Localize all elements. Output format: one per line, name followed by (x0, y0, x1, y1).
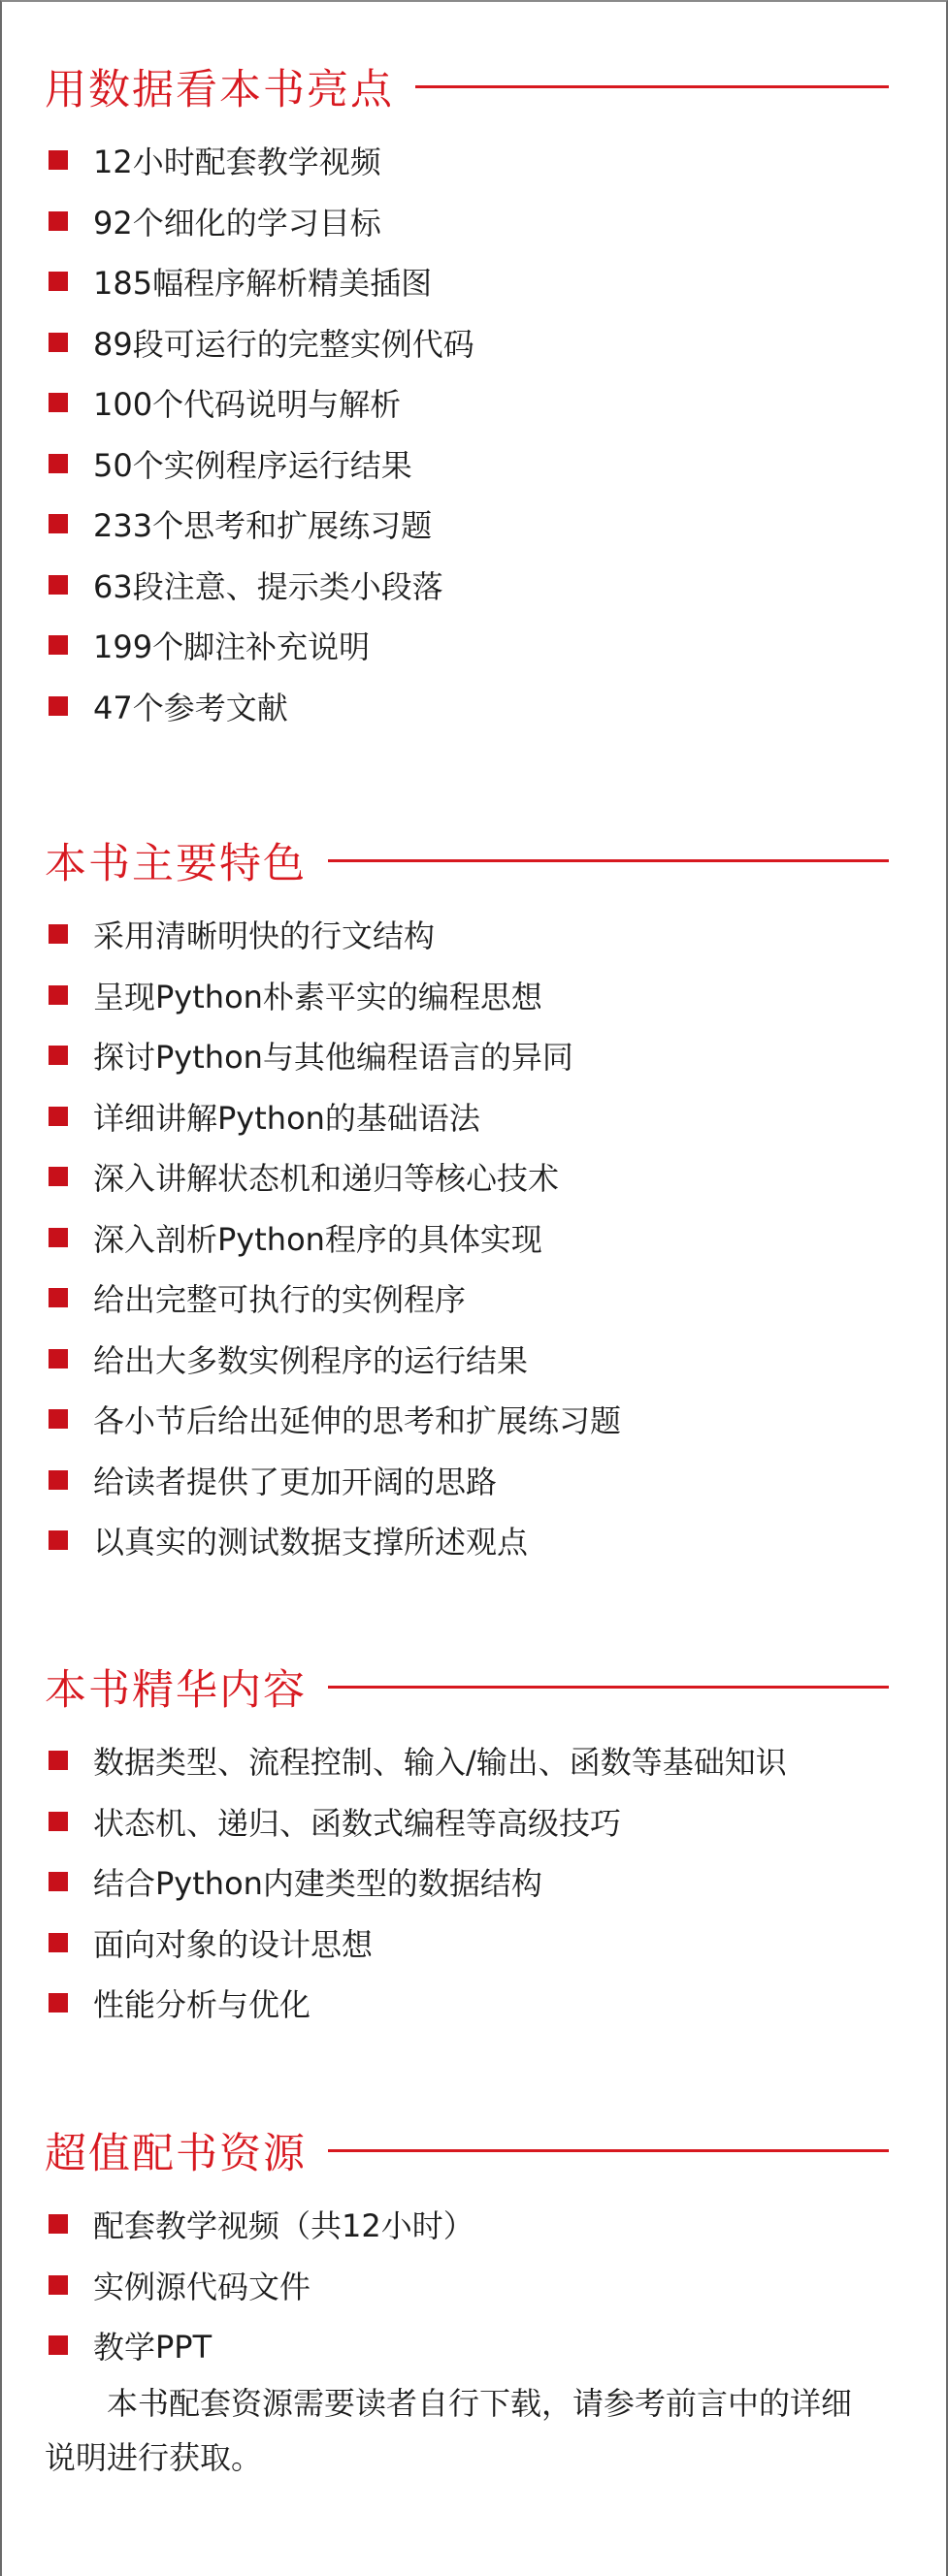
section-title: 本书主要特色 (45, 839, 307, 888)
list-item-text: 185幅程序解析精美插图 (93, 265, 433, 303)
section-divider (328, 859, 889, 862)
square-bullet-icon (49, 2275, 68, 2295)
square-bullet-icon (49, 1228, 68, 1247)
list-item-text: 性能分析与优化 (93, 1986, 311, 2024)
list-item (45, 1086, 899, 1147)
square-bullet-icon (49, 924, 68, 944)
section-divider (328, 1686, 889, 1689)
section-title: 本书精华内容 (45, 1665, 307, 1715)
square-bullet-icon (49, 985, 68, 1005)
list-item (45, 434, 899, 495)
list-item (45, 676, 899, 737)
list-item (45, 1146, 899, 1208)
square-bullet-icon (49, 1812, 68, 1831)
list-item (45, 1389, 899, 1450)
list-item-text: 配套教学视频（共12小时） (93, 2207, 474, 2245)
list-item-text: 47个参考文献 (93, 689, 288, 726)
square-bullet-icon (49, 514, 68, 533)
list-item-text: 以真实的测试数据支撑所述观点 (93, 1524, 529, 1562)
square-bullet-icon (49, 1933, 68, 1952)
list-item (45, 1852, 899, 1913)
features-list (45, 904, 899, 1571)
square-bullet-icon (49, 1751, 68, 1770)
list-item-text: 状态机、递归、函数式编程等高级技巧 (93, 1804, 622, 1842)
highlights-list (45, 130, 899, 736)
list-item-text: 采用清晰明快的行文结构 (93, 918, 436, 955)
section-highlights (45, 43, 899, 736)
square-bullet-icon (49, 575, 68, 595)
list-item (45, 615, 899, 676)
list-item-text: 63段注意、提示类小段落 (93, 567, 443, 605)
list-item (45, 2315, 899, 2376)
list-item-text: 深入剖析Python程序的具体实现 (93, 1220, 542, 1258)
list-item (45, 1268, 899, 1329)
list-item (45, 2255, 899, 2316)
list-item-text: 教学PPT (93, 2329, 212, 2367)
square-bullet-icon (49, 1167, 68, 1186)
square-bullet-icon (49, 1470, 68, 1490)
list-item-text: 92个细化的学习目标 (93, 204, 381, 242)
square-bullet-icon (49, 211, 68, 231)
list-item (45, 1791, 899, 1852)
list-item (45, 965, 899, 1026)
list-item (45, 1208, 899, 1269)
section-header (45, 817, 899, 904)
list-item-text: 给读者提供了更加开阔的思路 (93, 1463, 498, 1500)
list-item (45, 1510, 899, 1571)
list-item-text: 实例源代码文件 (93, 2268, 311, 2305)
resources-list (45, 2194, 899, 2376)
list-item (45, 251, 899, 312)
list-item-text: 各小节后给出延伸的思考和扩展练习题 (93, 1402, 622, 1440)
section-title: 超值配书资源 (45, 2129, 307, 2178)
square-bullet-icon (49, 150, 68, 170)
square-bullet-icon (49, 1993, 68, 2012)
list-item-text: 12小时配套教学视频 (93, 144, 381, 181)
list-item (45, 1025, 899, 1086)
square-bullet-icon (49, 1349, 68, 1368)
list-item (45, 2194, 899, 2255)
list-item-text: 给出大多数实例程序的运行结果 (93, 1341, 529, 1379)
section-essentials (45, 1643, 899, 2034)
square-bullet-icon (49, 1409, 68, 1429)
list-item (45, 1730, 899, 1791)
list-item (45, 494, 899, 555)
section-header (45, 43, 899, 130)
square-bullet-icon (49, 1530, 68, 1550)
list-item-text: 数据类型、流程控制、输入/输出、函数等基础知识 (93, 1744, 787, 1782)
list-item (45, 904, 899, 965)
download-note: 本书配套资源需要读者自行下载，请参考前言中的详细说明进行获取。 (45, 2384, 853, 2476)
square-bullet-icon (49, 2214, 68, 2234)
essentials-list (45, 1730, 899, 2034)
list-item-text: 199个脚注补充说明 (93, 628, 371, 666)
list-item-text: 深入讲解状态机和递归等核心技术 (93, 1160, 560, 1198)
square-bullet-icon (49, 1872, 68, 1891)
list-item-text: 呈现Python朴素平实的编程思想 (93, 978, 542, 1015)
list-item (45, 191, 899, 252)
list-item-text: 89段可运行的完整实例代码 (93, 325, 474, 363)
list-item-text: 结合Python内建类型的数据结构 (93, 1865, 542, 1903)
list-item-text: 面向对象的设计思想 (93, 1925, 374, 1963)
square-bullet-icon (49, 272, 68, 291)
section-divider (328, 2149, 889, 2152)
square-bullet-icon (49, 333, 68, 352)
list-item (45, 555, 899, 616)
square-bullet-icon (49, 1107, 68, 1126)
list-item (45, 372, 899, 434)
square-bullet-icon (49, 2335, 68, 2355)
section-header (45, 1643, 899, 1730)
list-item (45, 1450, 899, 1511)
square-bullet-icon (49, 1046, 68, 1065)
section-title: 用数据看本书亮点 (45, 65, 394, 114)
section-divider (415, 85, 889, 88)
section-features (45, 817, 899, 1571)
square-bullet-icon (49, 393, 68, 412)
list-item-text: 探讨Python与其他编程语言的异同 (93, 1039, 573, 1077)
list-item-text: 给出完整可执行的实例程序 (93, 1281, 467, 1319)
square-bullet-icon (49, 696, 68, 716)
section-header (45, 2107, 899, 2194)
list-item (45, 1973, 899, 2034)
list-item (45, 1913, 899, 1974)
list-item (45, 130, 899, 191)
list-item-text: 详细讲解Python的基础语法 (93, 1099, 480, 1137)
list-item-text: 50个实例程序运行结果 (93, 446, 412, 484)
square-bullet-icon (49, 454, 68, 473)
square-bullet-icon (49, 1288, 68, 1307)
list-item-text: 233个思考和扩展练习题 (93, 507, 433, 545)
square-bullet-icon (49, 635, 68, 655)
list-item (45, 1329, 899, 1390)
section-resources (45, 2107, 899, 2485)
list-item-text: 100个代码说明与解析 (93, 386, 402, 424)
list-item (45, 312, 899, 373)
